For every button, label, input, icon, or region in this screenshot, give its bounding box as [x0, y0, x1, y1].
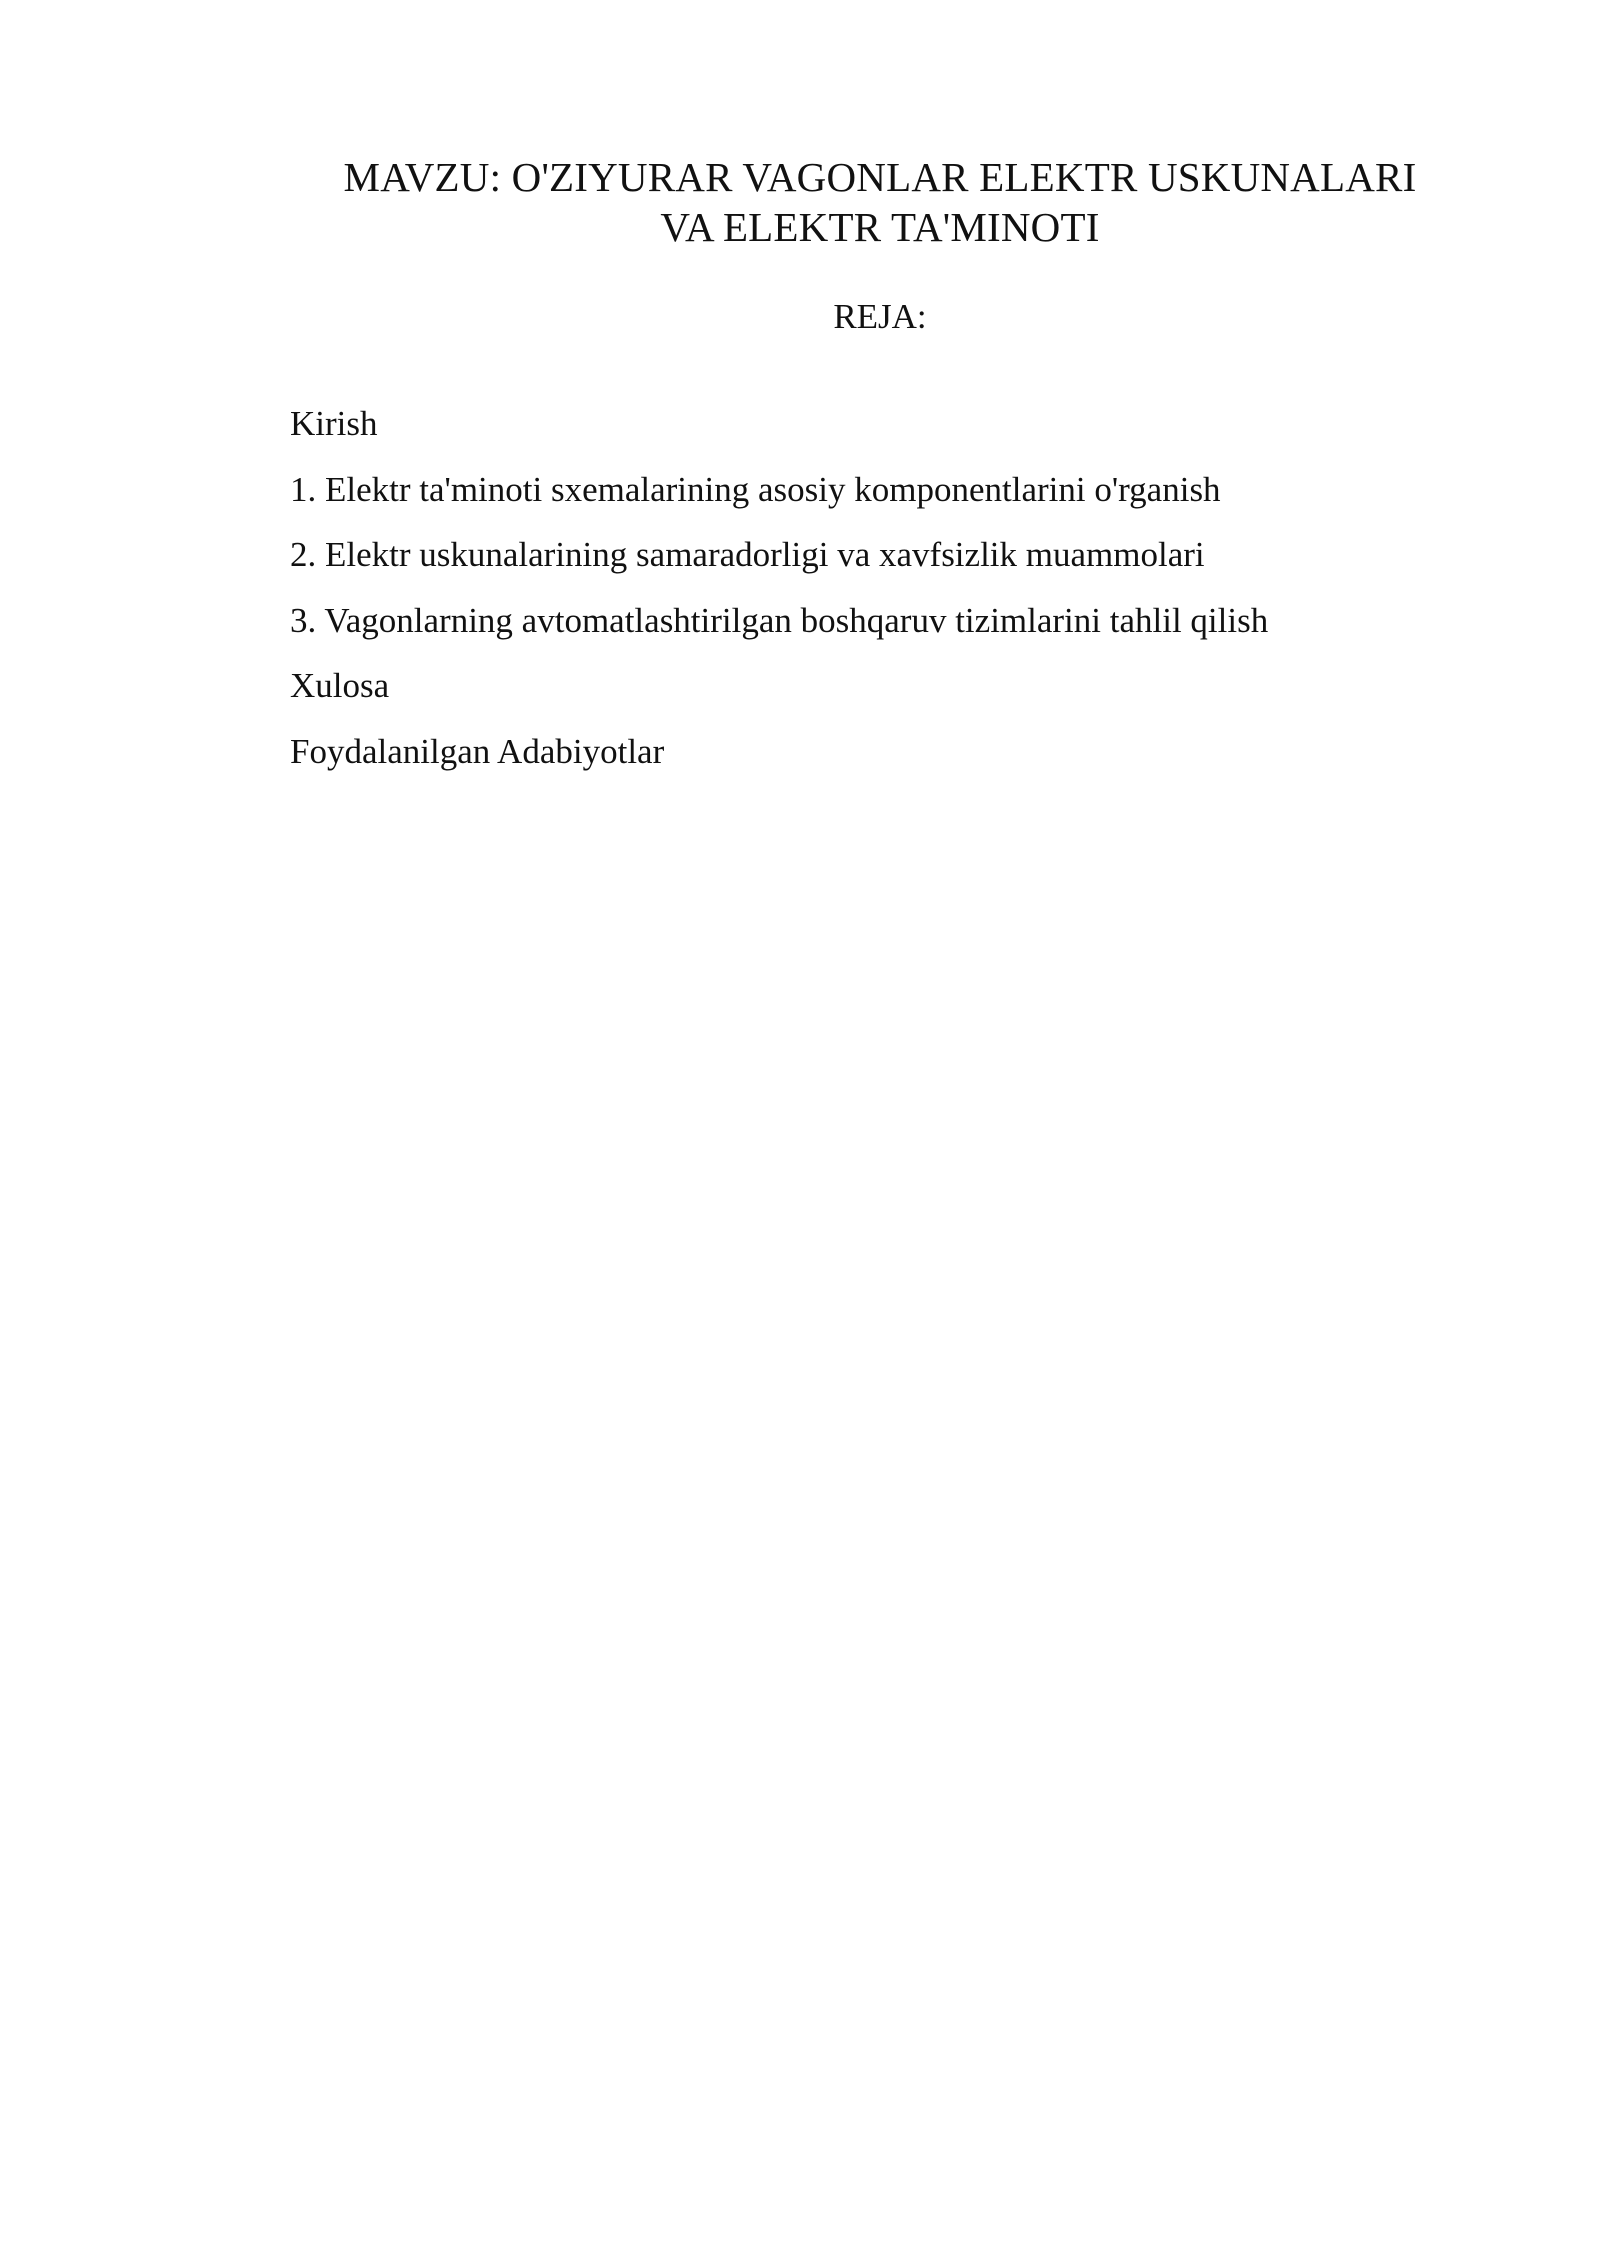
- plan-heading: REJA:: [833, 297, 927, 336]
- plan-item-2: 2. Elektr uskunalarining samaradorligi va xavfsizlik muammolari: [290, 535, 1205, 574]
- plan-item-3: 3. Vagonlarning avtomatlashtirilgan boshqaruv tizimlarini tahlil qilish: [290, 600, 1269, 640]
- plan-item-conclusion: Xulosa: [290, 666, 390, 705]
- document-title: [290, 152, 1470, 252]
- plan-item-references: Foydalanilgan Adabiyotlar: [290, 731, 665, 771]
- plan-item-1: 1. Elektr ta'minoti sxemalarining asosiy komponentlarini o'rganish: [290, 469, 1221, 509]
- plan-item-introduction: Kirish: [290, 404, 378, 443]
- plan-list: [290, 403, 1490, 796]
- title-line-2: VA ELEKTR TA'MINOTI: [660, 204, 1100, 250]
- title-line-1: MAVZU: O'ZIYURAR VAGONLAR ELEKTR USKUNALARI: [343, 154, 1417, 200]
